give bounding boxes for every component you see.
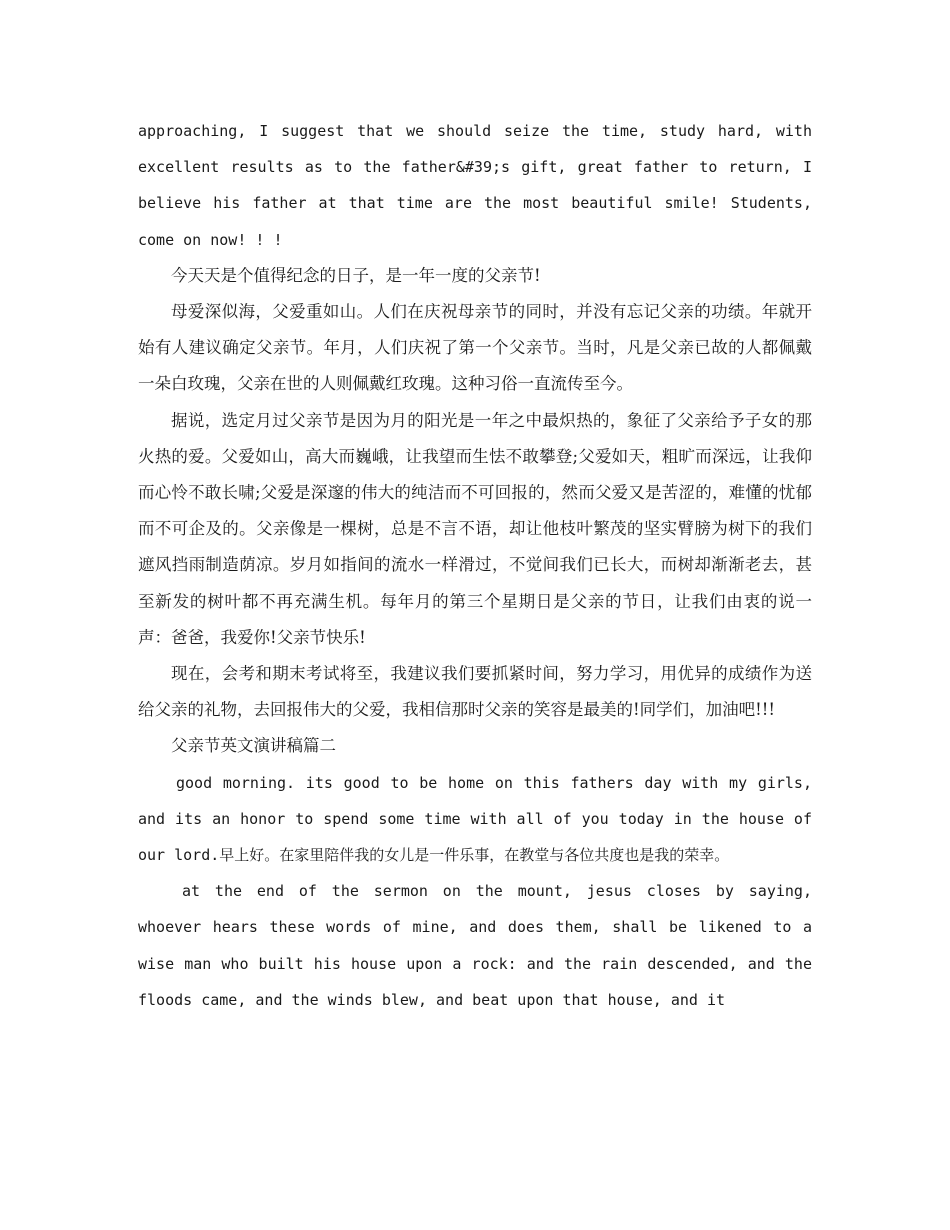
paragraph-father-love: 母爱深似海，父爱重如山。人们在庆祝母亲节的同时，并没有忘记父亲的功绩。年就开始有人建议确定父亲节。年月，人们庆祝了第一个父亲节。当时，凡是父亲已故的人都佩戴一朵白玫瑰，父亲在世的人则佩戴红玫瑰。这种习俗一直流传至今。 bbox=[138, 302, 812, 394]
paragraph-good-morning: good morning. its good to be home on this fathers day with my girls, and its an honor to spend some time with all of you today in the house of our lord.早上好。在家里陪伴我的女儿是一件乐事，在教堂与各位共度也是我的荣幸。 bbox=[138, 773, 812, 865]
paragraph-june-sunshine: 据说，选定月过父亲节是因为月的阳光是一年之中最炽热的，象征了父亲给予子女的那火热的爱。父爱如山，高大而巍峨，让我望而生怯不敢攀登;父爱如天，粗旷而深远，让我仰而心怜不敢长啸;父爱是深邃的伟大的纯洁而不可回报的，然而父爱又是苦涩的，难懂的忧郁而不可企及的。父亲像是一棵树，总是不言不语，却让他枝叶繁茂的坚实臂膀为树下的我们遮风挡雨制造荫凉。岁月如指间的流水一样滑过，不觉间我们已长大，而树却渐渐老去，甚至新发的树叶都不再充满生机。每年月的第三个星期日是父亲的节日，让我们由衷的说一声：爸爸，我爱你!父亲节快乐! bbox=[138, 410, 812, 647]
paragraph-english-closing: approaching, I suggest that we should seize the time, study hard, with excellent results as to the father&#39;s gift, great father to return, I believe his father at that time are the most beautiful smile! Students, come on now! ! ! bbox=[138, 122, 812, 249]
paragraph-fathers-day-intro: 今天天是个值得纪念的日子，是一年一度的父亲节! bbox=[171, 265, 541, 285]
paragraph-sermon-mount: at the end of the sermon on the mount, jesus closes by saying, whoever hears these words of mine, and does them, shall be likened to a wise man who built his house upon a rock: and the rain descended, and the floods came, and the winds blew, and beat upon that house, and it bbox=[138, 882, 812, 1009]
document-page bbox=[138, 113, 812, 1018]
section-heading: 父亲节英文演讲稿篇二 bbox=[171, 736, 336, 756]
paragraph-exam-gift: 现在，会考和期末考试将至，我建议我们要抓紧时间，努力学习，用优异的成绩作为送给父亲的礼物，去回报伟大的父爱，我相信那时父亲的笑容是最美的!同学们，加油吧!!! bbox=[138, 664, 812, 720]
